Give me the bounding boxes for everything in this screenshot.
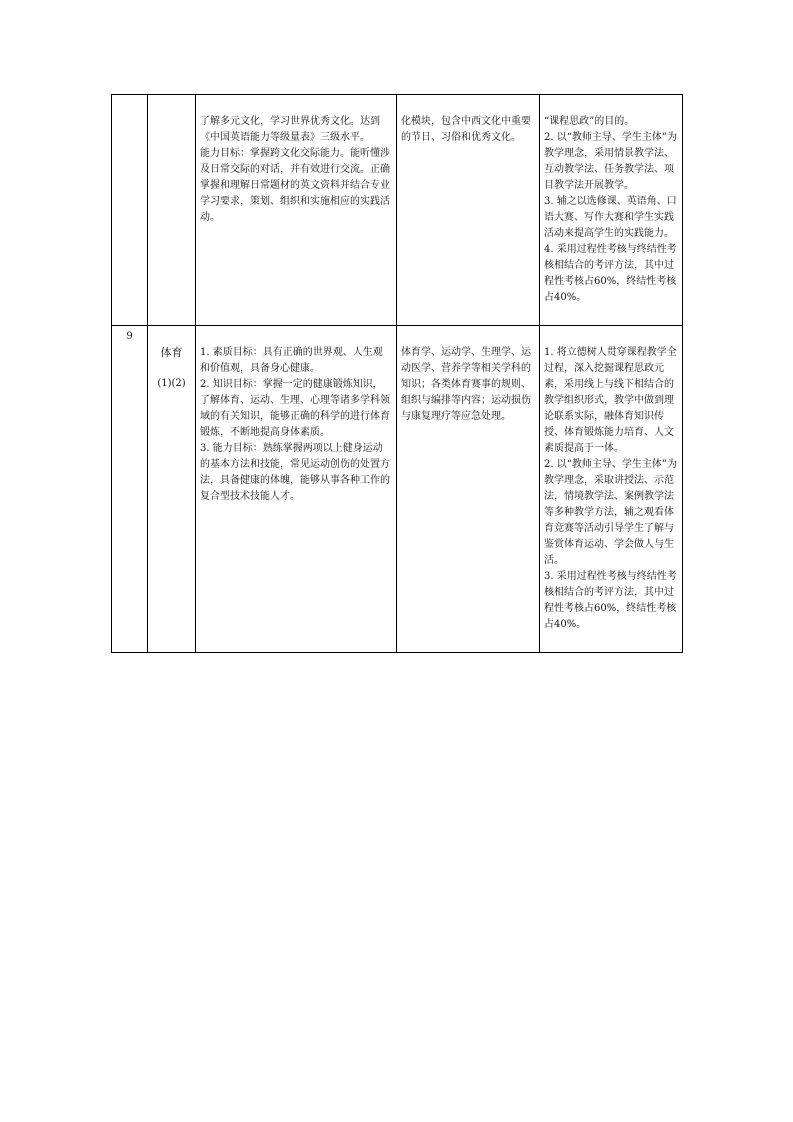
course-name-cell <box>148 326 196 653</box>
row-number-cell: 9 <box>112 326 148 653</box>
content-cell <box>397 95 540 326</box>
objectives-text: 1. 素质目标：具有正确的世界观、人生观和价值观，具备身心健康。 2. 知识目标：掌握一定的健康锻炼知识，了解体育、运动、生理、心理等诸多学科领域的有关知识，能够正确的科学的进行体育锻炼，不断地提高身体素质。 3. 能力目标：熟练掌握两项以上健身运动的基本方法和技能，常见运动创伤的处置方法，具备健康的体魄，能够从事各种工作的复合型技术技能人才。 <box>200 347 390 502</box>
table-row <box>112 95 683 326</box>
content-text: 化模块，包含中西文化中重要的节日、习俗和优秀文化。 <box>401 116 531 143</box>
objectives-cell <box>196 326 397 653</box>
objectives-text: 了解多元文化，学习世界优秀文化。达到《中国英语能力等级量表》三级水平。 能力目标：掌握跨文化交际能力。能听懂涉及日常交际的对话，并有效进行交流。正确掌握和理解日常题材的英文资料并结合专业学习要求，策划、组织和实施相应的实践活动。 <box>200 116 390 223</box>
requirements-cell <box>540 95 683 326</box>
requirements-text: 1. 将立德树人贯穿课程教学全过程，深入挖掘课程思政元素，采用线上与线下相结合的教学组织形式，教学中做到理论联系实际，融体育知识传授、体育锻炼能力培育、人文素质提高于一体。 2. 以“教师主导、学生主体”为教学理念，采取讲授法、示范法，情境教学法、案例教学法等多种教学方法，辅之观看体育竞赛等活动引导学生了解与鉴赏体育运动、学会做人与生活。 3. 采用过程性考核与终结性考核相结合的考评方法，其中过程性考核占60%，终结性考核占40%。 <box>544 347 677 630</box>
requirements-text: “课程思政”的目的。 2. 以“教师主导、学生主体”为教学理念，采用情景教学法、互动教学法、任务教学法、项目教学法开展教学。 3. 辅之以选修课、英语角、口语大赛、写作大赛和学生实践活动来提高学生的实践能力。 4. 采用过程性考核与终结性考核相结合的考评方法，其中过程性考核占60%，终结性考核占40%。 <box>544 116 677 303</box>
table-row <box>112 326 683 653</box>
requirements-cell <box>540 326 683 653</box>
course-name-sub: (1)(2) <box>157 378 186 389</box>
content-text: 体育学、运动学、生理学、运动医学、营养学等相关学科的知识；各类体育赛事的规则、组织与编排等内容；运动损伤与康复理疗等应急处理。 <box>401 347 531 422</box>
course-name: 体育 <box>160 346 183 359</box>
course-table <box>111 94 683 653</box>
objectives-cell <box>196 95 397 326</box>
content-cell <box>397 326 540 653</box>
row-number-cell <box>112 95 148 326</box>
course-name-cell <box>148 95 196 326</box>
